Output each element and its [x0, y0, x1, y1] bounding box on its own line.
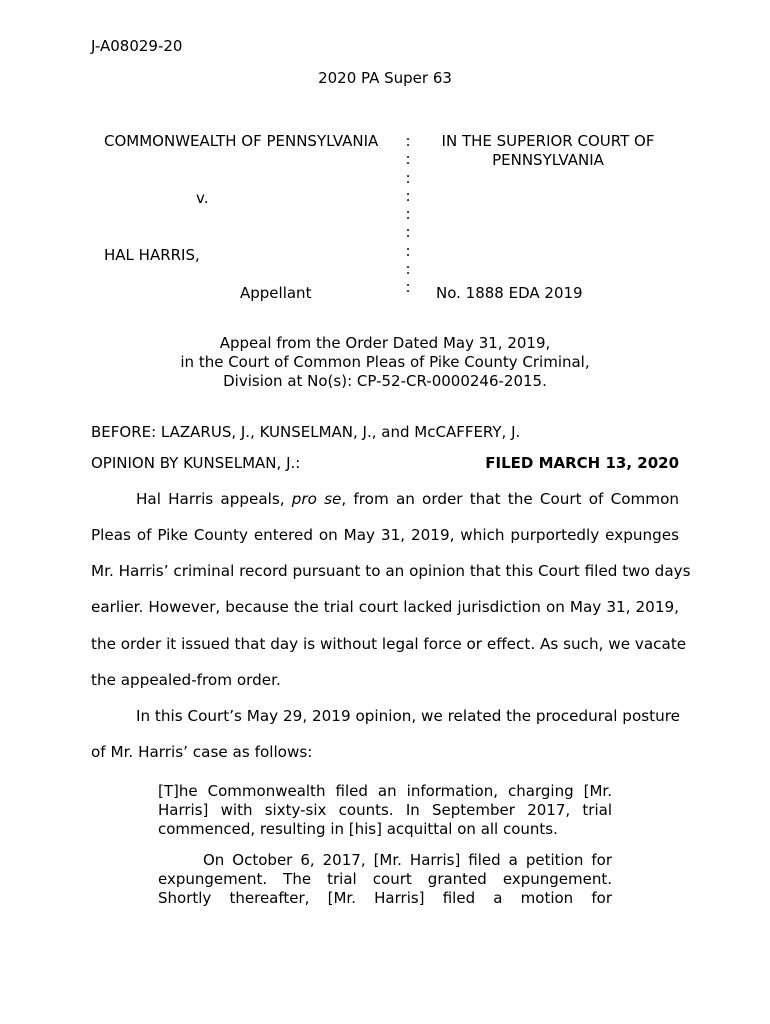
citation: 2020 PA Super 63	[318, 69, 452, 87]
quote-line: On October 6, 2017, [Mr. Harris] filed a petition for	[203, 851, 612, 869]
quote-line: Harris] with sixty-six counts. In September 2017, trial	[158, 801, 612, 819]
body-line: In this Court’s May 29, 2019 opinion, we related the procedural posture	[136, 707, 680, 725]
quote-line: Shortly thereafter, [Mr. Harris] filed a motion for	[158, 889, 612, 907]
body-line: Hal Harris appeals, pro se, from an order that the Court of Common	[136, 490, 679, 508]
appeal-info-line-2: in the Court of Common Pleas of Pike County Criminal,	[180, 353, 590, 371]
quote-line: commenced, resulting in [his] acquittal on all counts.	[158, 820, 558, 838]
caption-colon: :	[405, 132, 411, 150]
court-name-line-1: IN THE SUPERIOR COURT OF	[441, 132, 655, 150]
caption-colon-column	[402, 132, 414, 297]
body-line: Pleas of Pike County entered on May 31, 2019, which purportedly expunges	[91, 526, 679, 544]
caption-colon: :	[405, 278, 411, 297]
block-quote-paragraph-1	[158, 782, 612, 839]
caption-colon: :	[405, 223, 411, 242]
block-quote-paragraph-2	[158, 851, 612, 908]
caption-colon: :	[405, 150, 411, 169]
opinion-by: OPINION BY KUNSELMAN, J.:	[91, 454, 301, 472]
appeal-info-line-3: Division at No(s): CP-52-CR-0000246-2015.	[223, 372, 547, 390]
body-line: the order it issued that day is without legal force or effect. As such, we vacate	[91, 635, 687, 653]
body-line: the appealed-from order.	[91, 671, 281, 689]
court-name-line-2: PENNSYLVANIA	[492, 151, 604, 169]
docket-number: No. 1888 EDA 2019	[436, 284, 583, 302]
panel-before: BEFORE: LAZARUS, J., KUNSELMAN, J., and McCAFFERY, J.	[91, 423, 521, 441]
body-line: earlier. However, because the trial court lacked jurisdiction on May 31, 2019,	[91, 598, 679, 616]
body-line: Mr. Harris’ criminal record pursuant to an opinion that this Court filed two days	[91, 562, 691, 580]
caption-colon: :	[405, 186, 411, 205]
pro-se-emphasis: pro se	[291, 490, 342, 508]
quote-line: [T]he Commonwealth filed an information, charging [Mr.	[158, 782, 612, 800]
caption-colon: :	[405, 168, 411, 187]
caption-colon: :	[405, 260, 411, 279]
caption-colon: :	[405, 241, 411, 260]
filed-date: FILED MARCH 13, 2020	[485, 454, 679, 472]
party-role: Appellant	[240, 284, 312, 302]
appeal-info-line-1: Appeal from the Order Dated May 31, 2019,	[219, 334, 551, 352]
versus: v.	[196, 189, 209, 207]
body-line: of Mr. Harris’ case as follows:	[91, 743, 313, 761]
caption-colon: :	[405, 205, 411, 224]
docket-reference: J-A08029-20	[91, 37, 183, 55]
party-appellant-name: HAL HARRIS,	[104, 246, 200, 264]
quote-line: expungement. The trial court granted expungement.	[158, 870, 612, 888]
party-commonwealth: COMMONWEALTH OF PENNSYLVANIA	[104, 132, 379, 150]
